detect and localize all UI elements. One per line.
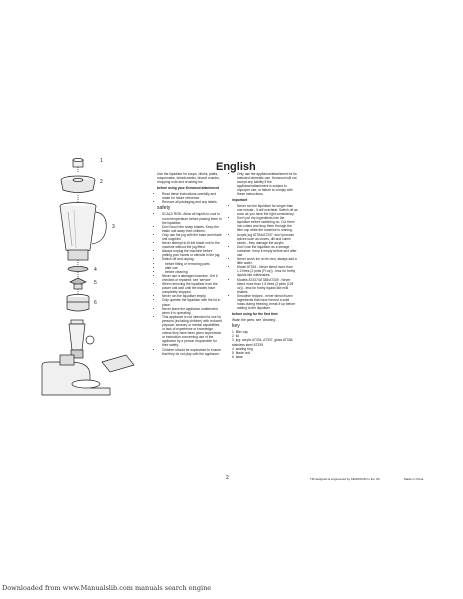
before-item: • Read these instructions carefully and retain for future reference. [162, 192, 223, 200]
safety-item: • When removing the liquidiser from the power unit wait until the blades have completely stopped. [162, 282, 223, 294]
assembled-jug-illustration [69, 320, 94, 358]
first-time-heading: before using for the first time [232, 311, 278, 316]
key-number: 3 [232, 338, 234, 343]
safety-heading: safety [157, 205, 171, 212]
important-item: • Don't put dry ingredients into the liquidiser before switching on. Cut them into cubes and drop them through the filler cap while the machine is running. [237, 216, 298, 232]
safety-item: • Children should be supervised to ensure that they do not play with the appliance. [162, 348, 223, 356]
safety-list [157, 212, 223, 355]
page-title: English [216, 161, 256, 173]
safety-item: • Never leave the appliance unattended when it is operating. [162, 307, 223, 315]
kitchen-machine-illustration [42, 355, 134, 395]
safety-item: • Never use a damaged machine. Get it checked or repaired: see 'service'. [162, 274, 223, 282]
key-label: lid [235, 334, 239, 339]
callout-5: 5 [94, 280, 97, 286]
key-number: 6 [232, 354, 234, 359]
important-item: • Don't use the liquidiser as a storage container. Keep it empty before and after use. [237, 245, 298, 257]
column-left [157, 172, 223, 357]
key-number: 5 [232, 350, 234, 355]
key-label: blade unit [235, 350, 250, 355]
lid-illustration [61, 176, 95, 202]
key-number: 1 [232, 330, 234, 335]
jug-illustration [60, 203, 106, 267]
base-illustration [67, 295, 89, 312]
key-list [232, 330, 298, 359]
safety-item: • SCALD RISK: Allow all liquids to cool to room temperature before placing them in the liquidiser. [162, 212, 223, 224]
key-label: jug: acrylic AT334, AT337, glass AT338, stainless steel AT339 [232, 338, 294, 347]
filler-cap-illustration [73, 159, 83, 173]
liquidiser-exploded-diagram [30, 150, 150, 410]
safety-item: • Never attempt to fit the blade unit to the machine without the jug fitted. [162, 241, 223, 249]
column-right [232, 172, 298, 359]
key-number: 4 [232, 346, 234, 351]
origin-note: Made in China [404, 477, 424, 481]
callout-2: 2 [100, 179, 103, 185]
before-list [157, 192, 223, 204]
important-list [232, 204, 298, 310]
important-heading: important [232, 198, 248, 203]
safety-sub-item: • before cleaning [162, 270, 223, 274]
first-time-text: Wash the parts: see 'cleaning'. [232, 317, 277, 322]
download-footer[interactable]: Downloaded from www.Manualslib.com manuals search engine [2, 584, 212, 592]
safety-item: • Always unplug the machine before putting your hands or utensils in the jug. [162, 249, 223, 257]
before-heading: before using your Kenwood attachment [157, 185, 220, 190]
callout-3: 3 [112, 224, 115, 230]
manufacturer-note: TM designed & engineered by KENWOOD in the UK [310, 477, 380, 481]
intro-text: Use the liquidiser for soups, drinks, pâtés, mayonnaise, breadcrumbs, biscuit crumbs, chopping nuts and crushing ice. [157, 172, 220, 185]
important-item: • Models AT337/AT338/AT339 - Never blend more than 1.6 litres (2 pints (12fl oz)) - less for frothy liquids like milk shakes. [237, 278, 298, 294]
important-item: • Never crush ice on its own, always add a little water. [237, 257, 298, 265]
important-item: • Never run the liquidiser for longer than one minute - it will overheat. Switch off as soon as you have the right consistency. [237, 204, 298, 216]
callout-1: 1 [100, 158, 103, 164]
key-label: sealing ring [235, 346, 253, 351]
key-heading: key [232, 323, 240, 330]
blade-unit-illustration [70, 278, 86, 294]
callout-4: 4 [94, 267, 97, 273]
safety-item: • Switch off and unplug: [162, 257, 223, 261]
key-item [232, 355, 298, 359]
safety-sub-item: • after use [162, 266, 223, 270]
safety-sub-item: • before fitting or removing parts [162, 262, 223, 266]
important-item: • Model AT334 - Never blend more than 1.2 litres (2 pints (Fl.oz)) - less for frothy liquids like milkshakes. [237, 265, 298, 277]
before-item: • Remove all packaging and any labels. [162, 200, 223, 204]
sealing-ring-illustration [68, 267, 88, 279]
key-number: 2 [232, 334, 234, 339]
callout-6: 6 [94, 300, 97, 306]
safety-item: • Never run the liquidiser empty. [162, 294, 223, 298]
important-item: • Smoothie recipes - never blend frozen ingredients that have formed a solid mass during freezing, break it up before adding to the liquidiser. [237, 294, 298, 310]
key-label: base [235, 354, 243, 359]
safety-item: • This appliance is not intended for use by persons (including children) with reduced physical, sensory or mental capabilities, or lack of experience or knowledge, unless they have been given supervision or instruction concerning use of the appliance by a person responsible for their safety. [162, 315, 223, 348]
important-item: • Acrylic jug AT334/AT337: don't process spices such as cloves, dill and cumin seeds - they damage the acrylic. [237, 233, 298, 245]
safety-item: • Only use the jug with the base and blade unit supplied. [162, 233, 223, 241]
safety-item: • Don't touch the sharp blades. Keep the blade unit away from children. [162, 225, 223, 233]
key-item [232, 338, 298, 346]
page-number: 2 [226, 475, 229, 481]
usage-item: • Only use the appliance/attachment for its intended domestic use. Kenwood will not accept any liability if the appliance/attachment is subject to improper use, or failure to comply with these instructions. [237, 172, 298, 197]
key-label: filler cap [235, 330, 248, 335]
usage-list [232, 172, 298, 197]
safety-item: • Only operate the liquidiser with the lid in place. [162, 298, 223, 306]
